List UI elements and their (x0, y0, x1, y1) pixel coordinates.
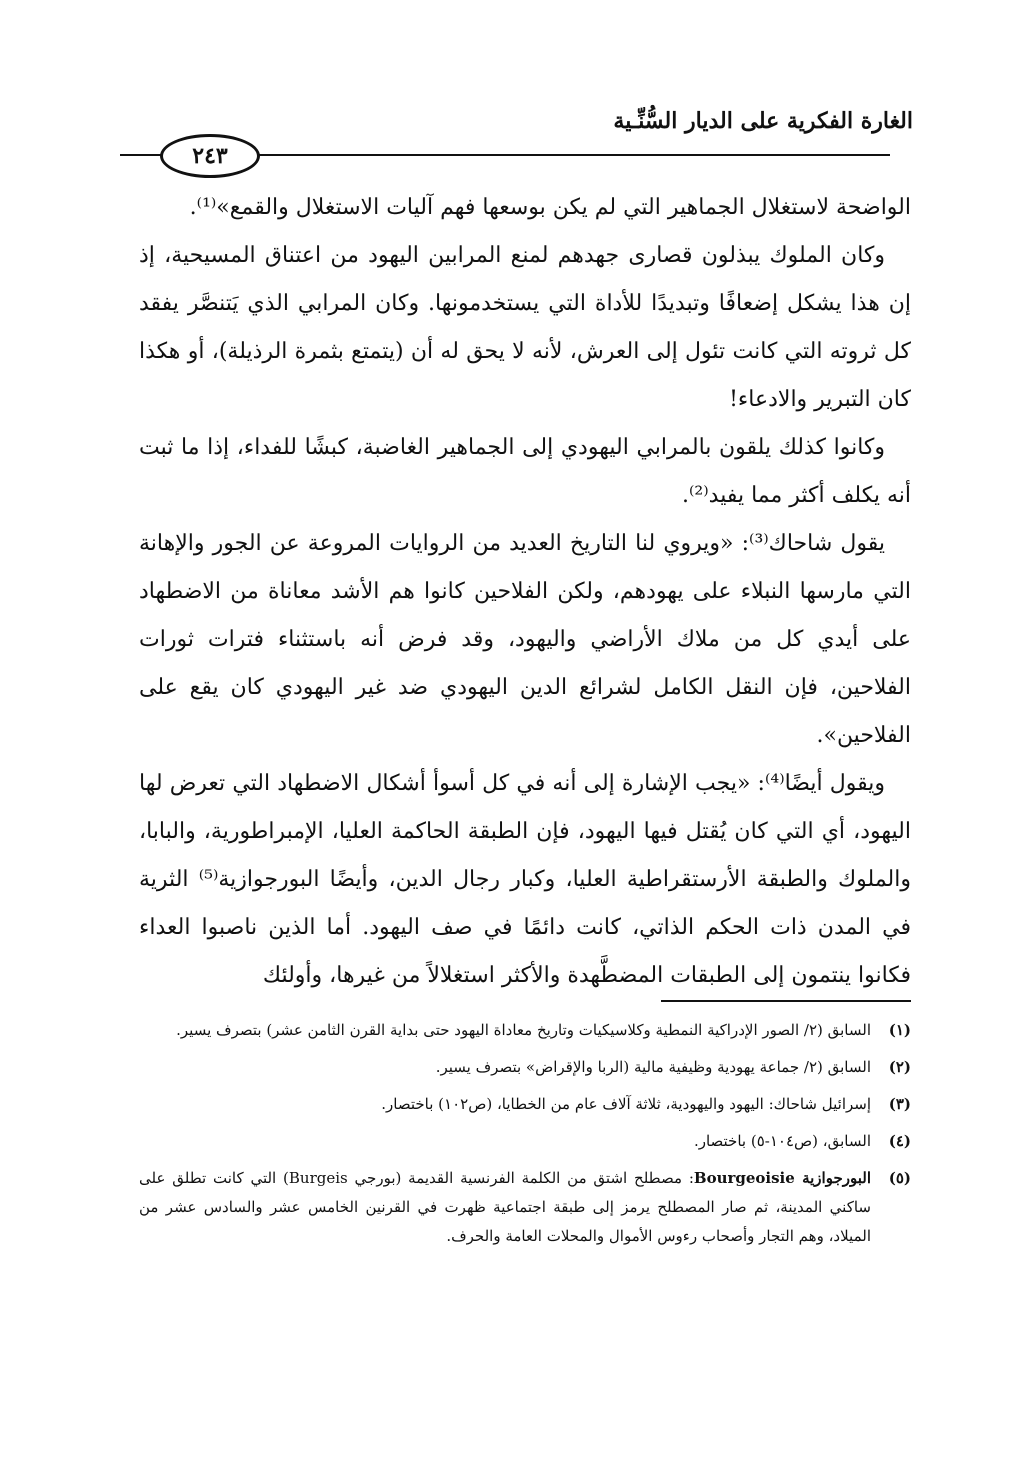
footnote (139, 1090, 911, 1119)
footnote-text: السابق، (ص١٠٤-٥) باختصار. (693, 1132, 871, 1150)
running-title: الغارة الفكرية على الديار السُّنِّـية (613, 108, 913, 134)
paragraph: وكان الملوك يبذلون قصارى جهدهم لمنع المرابين اليهود من اعتناق المسيحية، إذ إن هذا يشكل إضعافًا وتبديدًا للأداة التي يستخدمونها. وكان المرابي الذي يَتنصَّر يفقد كل ثروته التي كانت تئول إلى العرش، لأنه لا يحق له أن (يتمتع بثمرة الرذيلة)، أو هكذا كان التبرير والادعاء! (139, 243, 911, 412)
footnote-text: السابق (٢/ الصور الإدراكية النمطية وكلاسيكيات وتاريخ معاداة اليهود حتى بداية القرن الثامن عشر) بتصرف يسير. (176, 1021, 871, 1039)
footnote-text (139, 1164, 871, 1251)
footnote (139, 1053, 911, 1082)
footnote-text: السابق (٢/ جماعة يهودية وظيفية مالية (الربا والإقراض» بتصرف يسير. (435, 1058, 871, 1076)
footnote-number: (٢) (888, 1058, 911, 1076)
footnote (139, 1016, 911, 1045)
footnote-text: إسرائيل شاحاك: اليهود واليهودية، ثلاثة آلاف عام من الخطايا، (ص١٠٢) باختصار. (381, 1095, 871, 1113)
footnote-rule (661, 1000, 911, 1002)
footnote (139, 1164, 911, 1251)
footnote-number: (١) (888, 1021, 911, 1039)
footnote-term: البورجوازية Bourgeoisie (693, 1169, 871, 1187)
paragraph: الواضحة لاستغلال الجماهير التي لم يكن بوسعها فهم آليات الاستغلال والقمع»⁽¹⁾. (189, 195, 911, 220)
paragraph: وكانوا كذلك يلقون بالمرابي اليهودي إلى الجماهير الغاضبة، كبشًا للفداء، إذا ما ثبت أنه يكلف أكثر مما يفيد⁽²⁾. (139, 435, 911, 508)
footnote-number: (٤) (888, 1132, 911, 1150)
footnote-definition: : مصطلح اشتق من الكلمة الفرنسية القديمة (بورجي Burgeis) التي كانت تطلق على ساكني المدينة، ثم صار المصطلح يرمز إلى طبقة اجتماعية ظهرت في القرنين الخامس عشر والسادس عشر من الميلاد، وهم التجار وأصحاب رءوس الأموال والمحلات العامة والحرف. (139, 1169, 871, 1245)
footnote-number: (٣) (888, 1095, 911, 1113)
paragraph: ويقول أيضًا⁽⁴⁾: «يجب الإشارة إلى أنه في كل أسوأ أشكال الاضطهاد التي تعرض لها اليهود، أي التي كان يُقتل فيها اليهود، فإن الطبقة الحاكمة العليا، الإمبراطورية، والبابا، والملوك والطبقة الأرستقراطية العليا، وكبار رجال الدين، وأيضًا البورجوازية⁽⁵⁾ الثرية في المدن ذات الحكم الذاتي، كانت دائمًا في صف اليهود. أما الذين ناصبوا العداء فكانوا ينتمون إلى الطبقات المضطَّهدة والأكثر استغلالاً من غيرها، وأولئك (139, 771, 911, 988)
paragraph: يقول شاحاك⁽³⁾: «ويروي لنا التاريخ العديد من الروايات المروعة عن الجور والإهانة التي مارسها النبلاء على يهودهم، ولكن الفلاحين كانوا هم الأشد معاناة من الاضطهاد على أيدي كل من ملاك الأراضي واليهود، وقد فرض أنه باستثناء فترات ثورات الفلاحين، فإن النقل الكامل لشرائع الدين اليهودي ضد غير اليهودي كان يقع على الفلاحين». (139, 531, 911, 748)
footnote-number: (٥) (888, 1169, 911, 1187)
page-number-badge: ٢٤٣ (160, 134, 260, 178)
footnotes (139, 1016, 911, 1259)
main-text (139, 184, 911, 1000)
footnote (139, 1127, 911, 1156)
